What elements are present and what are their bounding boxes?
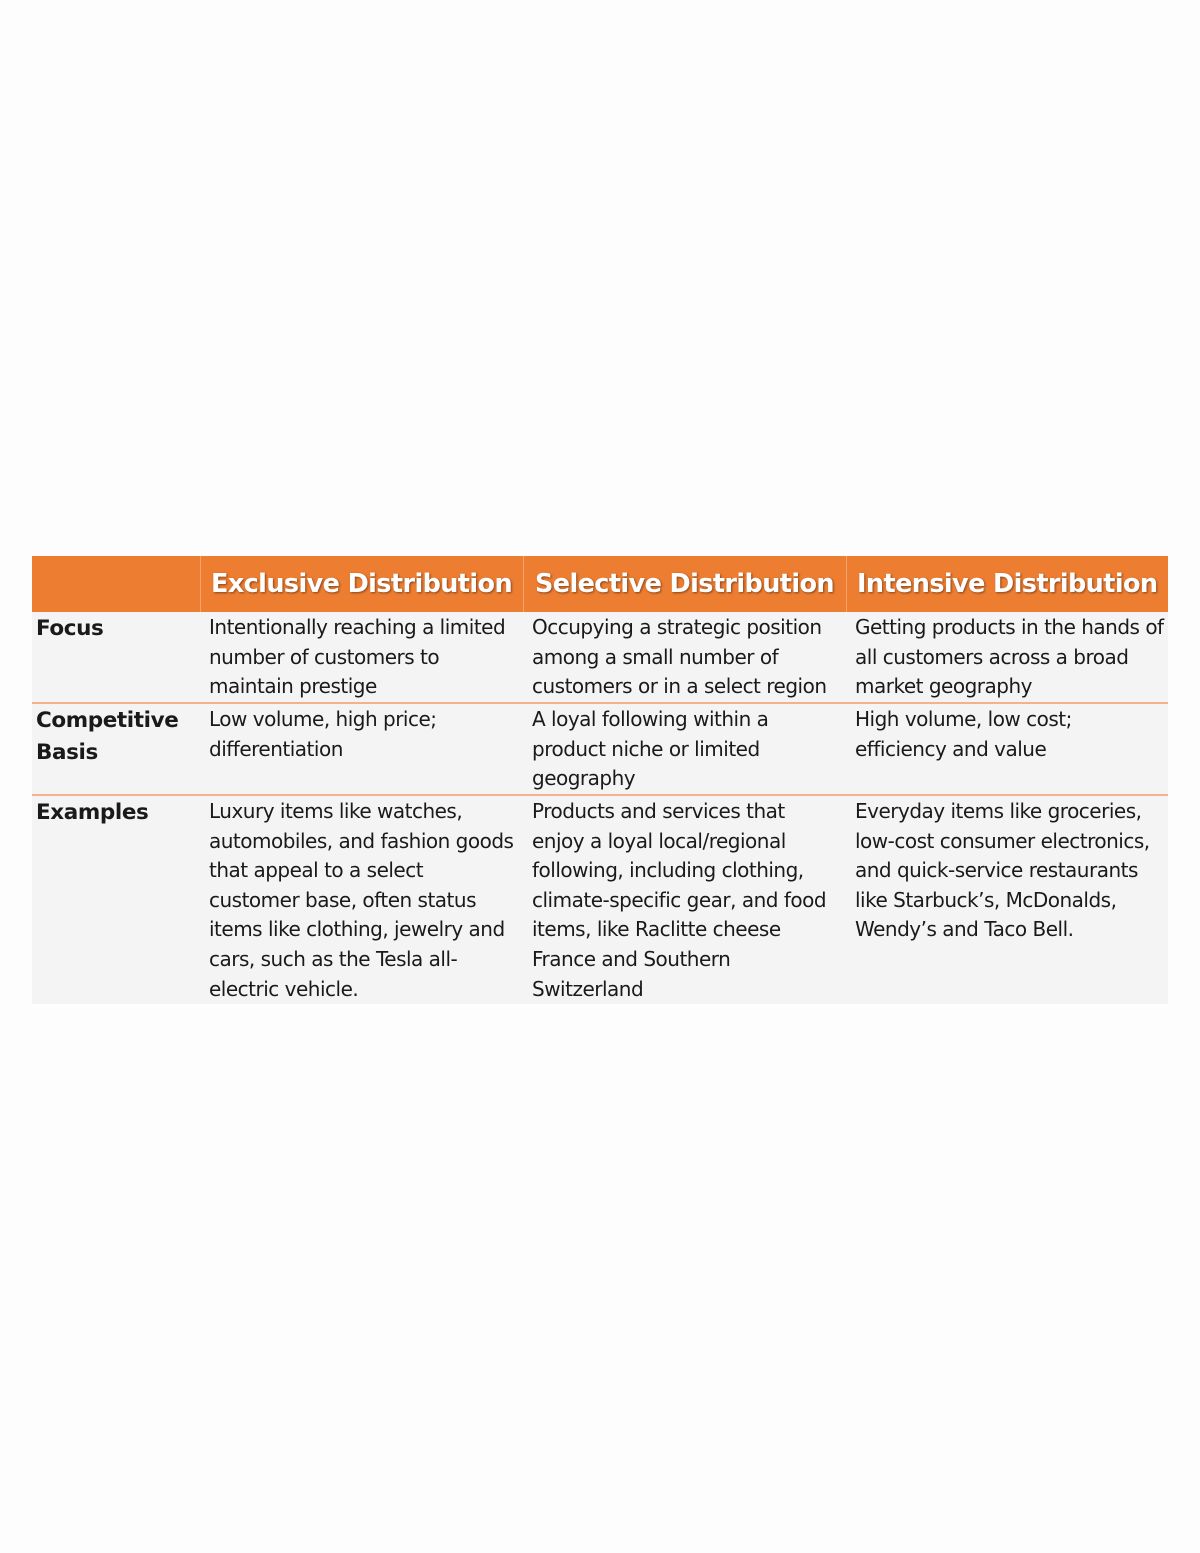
cell-text: Luxury items like watches, automobiles, and fashion goods that appeal to a select customer base, often status items like clothing, jewelry and cars, such as the Tesla all-electric vehicle. bbox=[209, 799, 514, 1001]
header-intensive-distribution: Intensive Distribution bbox=[846, 556, 1168, 612]
distribution-comparison-table-wrapper bbox=[32, 556, 1168, 1004]
row-label-line: Competitive bbox=[36, 708, 179, 733]
row-label-competitive-basis bbox=[32, 703, 200, 795]
cell-competitive-selective bbox=[523, 703, 846, 795]
table-row-competitive-basis bbox=[32, 703, 1168, 795]
header-row bbox=[32, 556, 1168, 612]
table-row-examples bbox=[32, 795, 1168, 1004]
cell-focus-intensive bbox=[846, 612, 1168, 703]
cell-text: Products and services that enjoy a loyal local/regional following, including clothing, climate-specific gear, and food items, like Raclitte cheese France and Southern Switzerland bbox=[532, 799, 827, 1001]
header-selective-distribution: Selective Distribution bbox=[523, 556, 846, 612]
table-body bbox=[32, 612, 1168, 1004]
cell-text: Occupying a strategic position among a small number of customers or in a select region bbox=[532, 615, 827, 699]
table-row-focus bbox=[32, 612, 1168, 703]
header-exclusive-distribution: Exclusive Distribution bbox=[200, 556, 523, 612]
cell-text: A loyal following within a product niche or limited geography bbox=[532, 707, 769, 791]
row-label-focus bbox=[32, 612, 200, 703]
distribution-comparison-table bbox=[32, 556, 1168, 1004]
cell-competitive-exclusive bbox=[200, 703, 523, 795]
row-label-examples bbox=[32, 795, 200, 1004]
cell-examples-selective bbox=[523, 795, 846, 1004]
cell-text: Getting products in the hands of all customers across a broad market geography bbox=[855, 615, 1164, 699]
table-header bbox=[32, 556, 1168, 612]
cell-examples-intensive bbox=[846, 795, 1168, 1004]
row-label-line: Examples bbox=[36, 800, 149, 825]
cell-text: Everyday items like groceries, low-cost consumer electronics, and quick-service restaurants like Starbuck’s, McDonalds, Wendy’s and Taco Bell. bbox=[855, 799, 1150, 942]
cell-text: Intentionally reaching a limited number of customers to maintain prestige bbox=[209, 615, 506, 699]
row-label-line: Basis bbox=[36, 740, 98, 765]
cell-focus-exclusive bbox=[200, 612, 523, 703]
cell-text: High volume, low cost; efficiency and value bbox=[855, 707, 1072, 761]
cell-examples-exclusive bbox=[200, 795, 523, 1004]
cell-competitive-intensive bbox=[846, 703, 1168, 795]
header-corner-cell bbox=[32, 556, 200, 612]
cell-text: Low volume, high price; differentiation bbox=[209, 707, 437, 761]
cell-focus-selective bbox=[523, 612, 846, 703]
row-label-line: Focus bbox=[36, 616, 104, 641]
